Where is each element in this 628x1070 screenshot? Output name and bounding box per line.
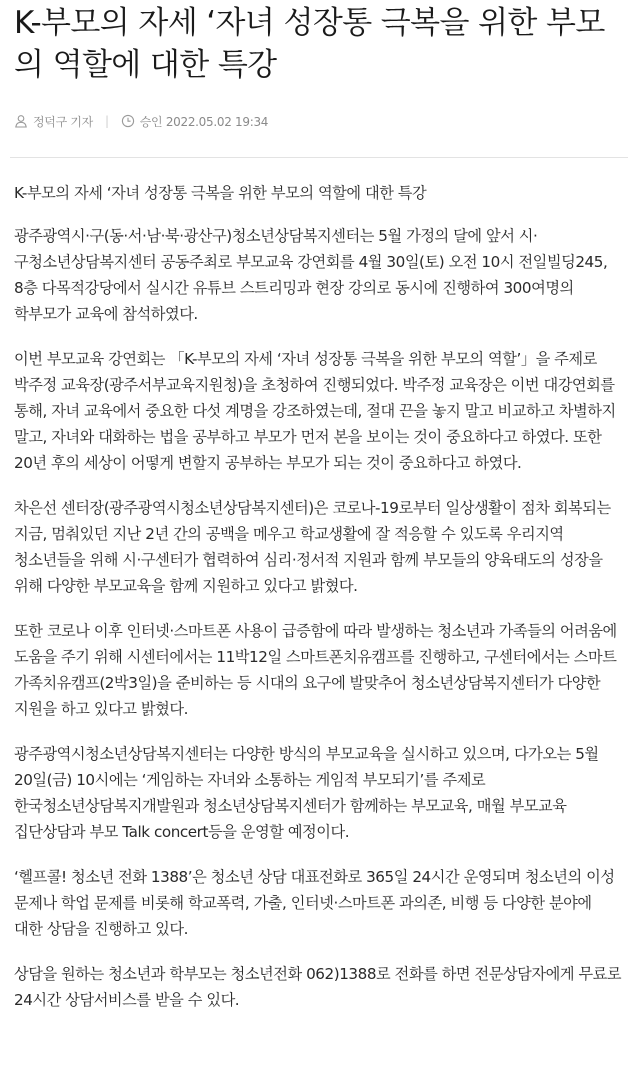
article-body: [14, 180, 622, 1013]
meta-separator: |: [104, 114, 109, 128]
article-paragraph: ‘헬프콜! 청소년 전화 1388’은 청소년 상담 대표전화로 365일 24시간 운영되며 청소년의 이성 문제나 학업 문제를 비롯해 학교폭력, 가출, 인터넷·스마트폰 과의존, 비행 등 다양한 분야에 대한 상담을 진행하고 있다.: [14, 868, 615, 938]
article-paragraph: 이번 부모교육 강연회는 「K-부모의 자세 ‘자녀 성장통 극복을 위한 부모의 역할’」을 주제로 박주정 교육장(광주서부교육지원청)을 초청하여 진행되었다. 박주정 교육장은 이번 대강연회를 통해, 자녀 교육에서 중요한 다섯 계명을 강조하였는데, 절대 끈을 놓지 말고 비교하고 차별하지 말고, 자녀와 대화하는 법을 공부하고 부모가 먼저 본을 보이는 것이 중요하다고 하였다. 또한 20년 후의 세상이 어떻게 변할지 공부하는 부모가 되는 것이 중요하다고 하였다.: [14, 350, 616, 472]
user-icon: [14, 114, 28, 128]
article-paragraph: K-부모의 자세 ‘자녀 성장통 극복을 위한 부모의 역할에 대한 특강: [14, 184, 427, 202]
article-paragraph: 광주광역시청소년상담복지센터는 다양한 방식의 부모교육을 실시하고 있으며, 다가오는 5월 20일(금) 10시에는 ‘게임하는 자녀와 소통하는 게임적 부모되기’를 주제로 한국청소년상담복지개발원과 청소년상담복지센터가 함께하는 부모교육, 매월 부모교육 집단상담과 부모 Talk concert등을 운영할 예정이다.: [14, 745, 599, 841]
article-paragraph: 광주광역시·구(동·서·남·북·광산구)청소년상담복지센터는 5월 가정의 달에 앞서 시·구청소년상담복지센터 공동주최로 부모교육 강연회를 4월 30일(토) 오전 10시 전일빌딩245, 8층 다목적강당에서 실시간 유튜브 스트리밍과 현장 강의로 동시에 진행하여 300여명의 학부모가 교육에 참석하였다.: [14, 227, 608, 323]
approved-date: 승인 2022.05.02 19:34: [139, 114, 269, 129]
article-headline: K-부모의 자세 ‘자녀 성장통 극복을 위한 부모의 역할에 대한 특강: [14, 5, 605, 83]
article-meta: [14, 111, 628, 131]
header-divider: [10, 157, 628, 158]
article-paragraph: 차은선 센터장(광주광역시청소년상담복지센터)은 코로나-19로부터 일상생활이 점차 회복되는 지금, 멈춰있던 지난 2년 간의 공백을 메우고 학교생활에 잘 적응할 수 있도록 우리지역 청소년들을 위해 시·구센터가 협력하여 심리·정서적 지원과 함께 부모들의 양육태도의 성장을 위해 다양한 부모교육을 함께 지원하고 있다고 밝혔다.: [14, 499, 611, 595]
author-name: 정덕구 기자: [33, 114, 93, 129]
clock-icon: [121, 114, 135, 128]
article-paragraph: 또한 코로나 이후 인터넷·스마트폰 사용이 급증함에 따라 발생하는 청소년과 가족들의 어려움에 도움을 주기 위해 시센터에서는 11박12일 스마트폰치유캠프를 진행하고, 구센터에서는 스마트 가족치유캠프(2박3일)을 준비하는 등 시대의 요구에 발맞추어 청소년상담복지센터가 다양한 지원을 하고 있다고 밝혔다.: [14, 622, 617, 718]
article-paragraph: 상담을 원하는 청소년과 학부모는 청소년전화 062)1388로 전화를 하면 전문상담자에게 무료로 24시간 상담서비스를 받을 수 있다.: [14, 965, 622, 1009]
